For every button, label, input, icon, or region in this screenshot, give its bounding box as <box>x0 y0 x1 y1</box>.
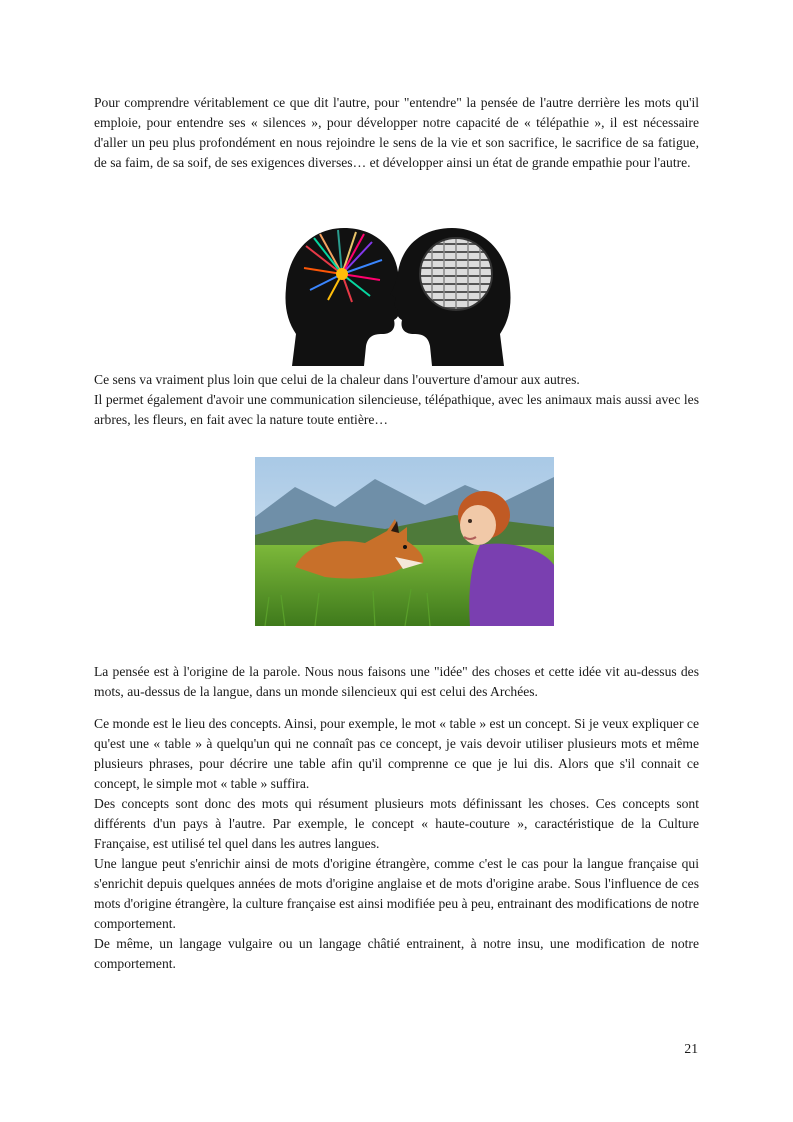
paragraph-thought: La pensée est à l'origine de la parole. Nous nous faisons une "idée" des choses et cette idée vit au-dessus des mots, au-dessus de la langue, dans un monde silencieux qui est celui des Archées. <box>94 664 699 699</box>
paragraph-concepts <box>94 714 699 974</box>
paragraph-line: Une langue peut s'enrichir ainsi de mots d'origine étrangère, comme c'est le cas pour la langue française qui s'enrichit depuis quelques années de mots d'origine anglaise et de mots d'origine arabe. Sous l'influence de ces mots d'origine étrangère, la culture française est ainsi modifiée peu à peu, entrainant des modifications de notre comportement. <box>94 856 699 931</box>
paragraph-line: De même, un langage vulgaire ou un langage châtié entrainent, à notre insu, une modification de notre comportement. <box>94 936 699 971</box>
paragraph-telepathy: Pour comprendre véritablement ce que dit l'autre, pour "entendre" la pensée de l'autre derrière les mots qu'il emploie, pour entendre ses « silences », pour développer notre capacité de « télépathie », il est nécessaire d'aller un peu plus profondément en nous rejoindre le sens de la vie et son sacrifice, le sacrifice de sa fatigue, de sa faim, de sa soif, de ses exigences diverses… et développer ainsi un état de grande empathie pour l'autre. <box>94 95 699 170</box>
paragraph-line: Des concepts sont donc des mots qui résument plusieurs mots définissant les choses. Ces concepts sont différents d'un pays à l'autre. Par exemple, le concept « haute-couture », caractéristique de la Culture Française, est utilisé tel quel dans les autres langues. <box>94 796 699 851</box>
left-head-silhouette <box>285 228 406 366</box>
paragraph-line: Ce sens va vraiment plus loin que celui de la chaleur dans l'ouverture d'amour aux autres. <box>94 372 580 387</box>
page-number: 21 <box>684 1041 698 1056</box>
paragraph-sense <box>94 370 699 430</box>
fox-and-girl-photo <box>255 457 554 626</box>
paragraph-line: Il permet également d'avoir une communication silencieuse, télépathique, avec les animaux mais aussi avec les arbres, les fleurs, en fait avec la nature toute entière… <box>94 392 699 427</box>
head-silhouettes-image <box>282 222 514 366</box>
paragraph-line: Ce monde est le lieu des concepts. Ainsi, pour exemple, le mot « table » est un concept. Si je veux expliquer ce qu'est une « table » à quelqu'un qui ne connaît pas ce concept, je vais devoir utiliser plusieurs mots et même plusieurs phrases, pour décrire une table afin qu'il comprenne ce que je lui dis. Alors que s'il connait ce concept, le simple mot « table » suffira. <box>94 716 699 791</box>
